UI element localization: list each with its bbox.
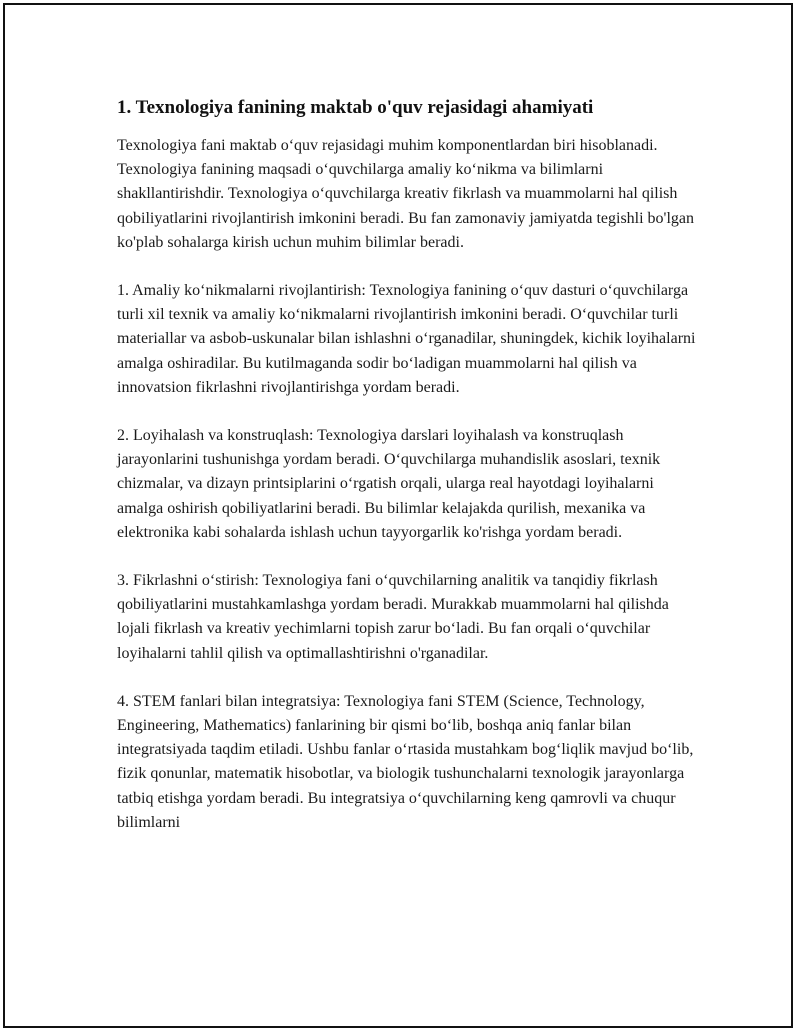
document-body bbox=[117, 95, 697, 859]
paragraph-practical-skills: 1. Amaliy ko‘nikmalarni rivojlantirish: Texnologiya fanining o‘quv dasturi o‘quvchilarga turli xil texnik va amaliy ko‘nikmalarni rivojlantirish imkonini beradi. O‘quvchilar turli materiallar va asbob-uskunalar bilan ishlashni o‘rganadilar, shuningdek, kichik loyihalarni amalga oshiradilar. Bu kutilmaganda sodir bo‘ladigan muammolarni hal qilish va innovatsion fikrlashni rivojlantirishga yordam beradi. bbox=[117, 282, 696, 396]
paragraph-design-construction: 2. Loyihalash va konstruqlash: Texnologiya darslari loyihalash va konstruqlash jarayonlarini tushunishga yordam beradi. O‘quvchilarga muhandislik asoslari, texnik chizmalar, va dizayn printsiplarini o‘rgatish orqali, ularga real hayotdagi loyihalarni amalga oshirish qobiliyatlarini beradi. Bu bilimlar kelajakda qurilish, mexanika va elektronika kabi sohalarda ishlash uchun tayyorgarlik ko'rishga yordam beradi. bbox=[117, 427, 661, 541]
section-heading: 1. Texnologiya fanining maktab o'quv rejasidagi ahamiyati bbox=[117, 97, 594, 118]
intro-paragraph: Texnologiya fani maktab o‘quv rejasidagi muhim komponentlardan biri hisoblanadi. Texnologiya fanining maqsadi o‘quvchilarga amaliy ko‘nikma va bilimlarni shakllantirishdir. Texnologiya o‘quvchilarga kreativ fikrlash va muammolarni hal qilish qobiliyatlarini rivojlantirish imkonini beradi. Bu fan zamonaviy jamiyatda tegishli bo'lgan ko'plab sohalarga kirish uchun muhim bilimlar beradi. bbox=[117, 137, 694, 251]
paragraph-stem-integration: 4. STEM fanlari bilan integratsiya: Texnologiya fani STEM (Science, Technology, Engineering, Mathematics) fanlarining bir qismi bo‘lib, boshqa aniq fanlar bilan integratsiyada taqdim etiladi. Ushbu fanlar o‘rtasida mustahkam bog‘liqlik mavjud bo‘lib, fizik qonunlar, matematik hisobotlar, va biologik tushunchalarni texnologik jarayonlarga tatbiq etishga yordam beradi. Bu integratsiya o‘quvchilarning keng qamrovli va chuqur bilimlarni bbox=[117, 692, 694, 831]
paragraph-thinking-development: 3. Fikrlashni o‘stirish: Texnologiya fani o‘quvchilarning analitik va tanqidiy fikrlash qobiliyatlarini mustahkamlashga yordam beradi. Murakkab muammolarni hal qilishda lojali fikrlash va kreativ yechimlarni topish zarur bo‘ladi. Bu fan orqali o‘quvchilar loyihalarni tahlil qilish va optimallashtirishni o'rganadilar. bbox=[117, 572, 669, 662]
